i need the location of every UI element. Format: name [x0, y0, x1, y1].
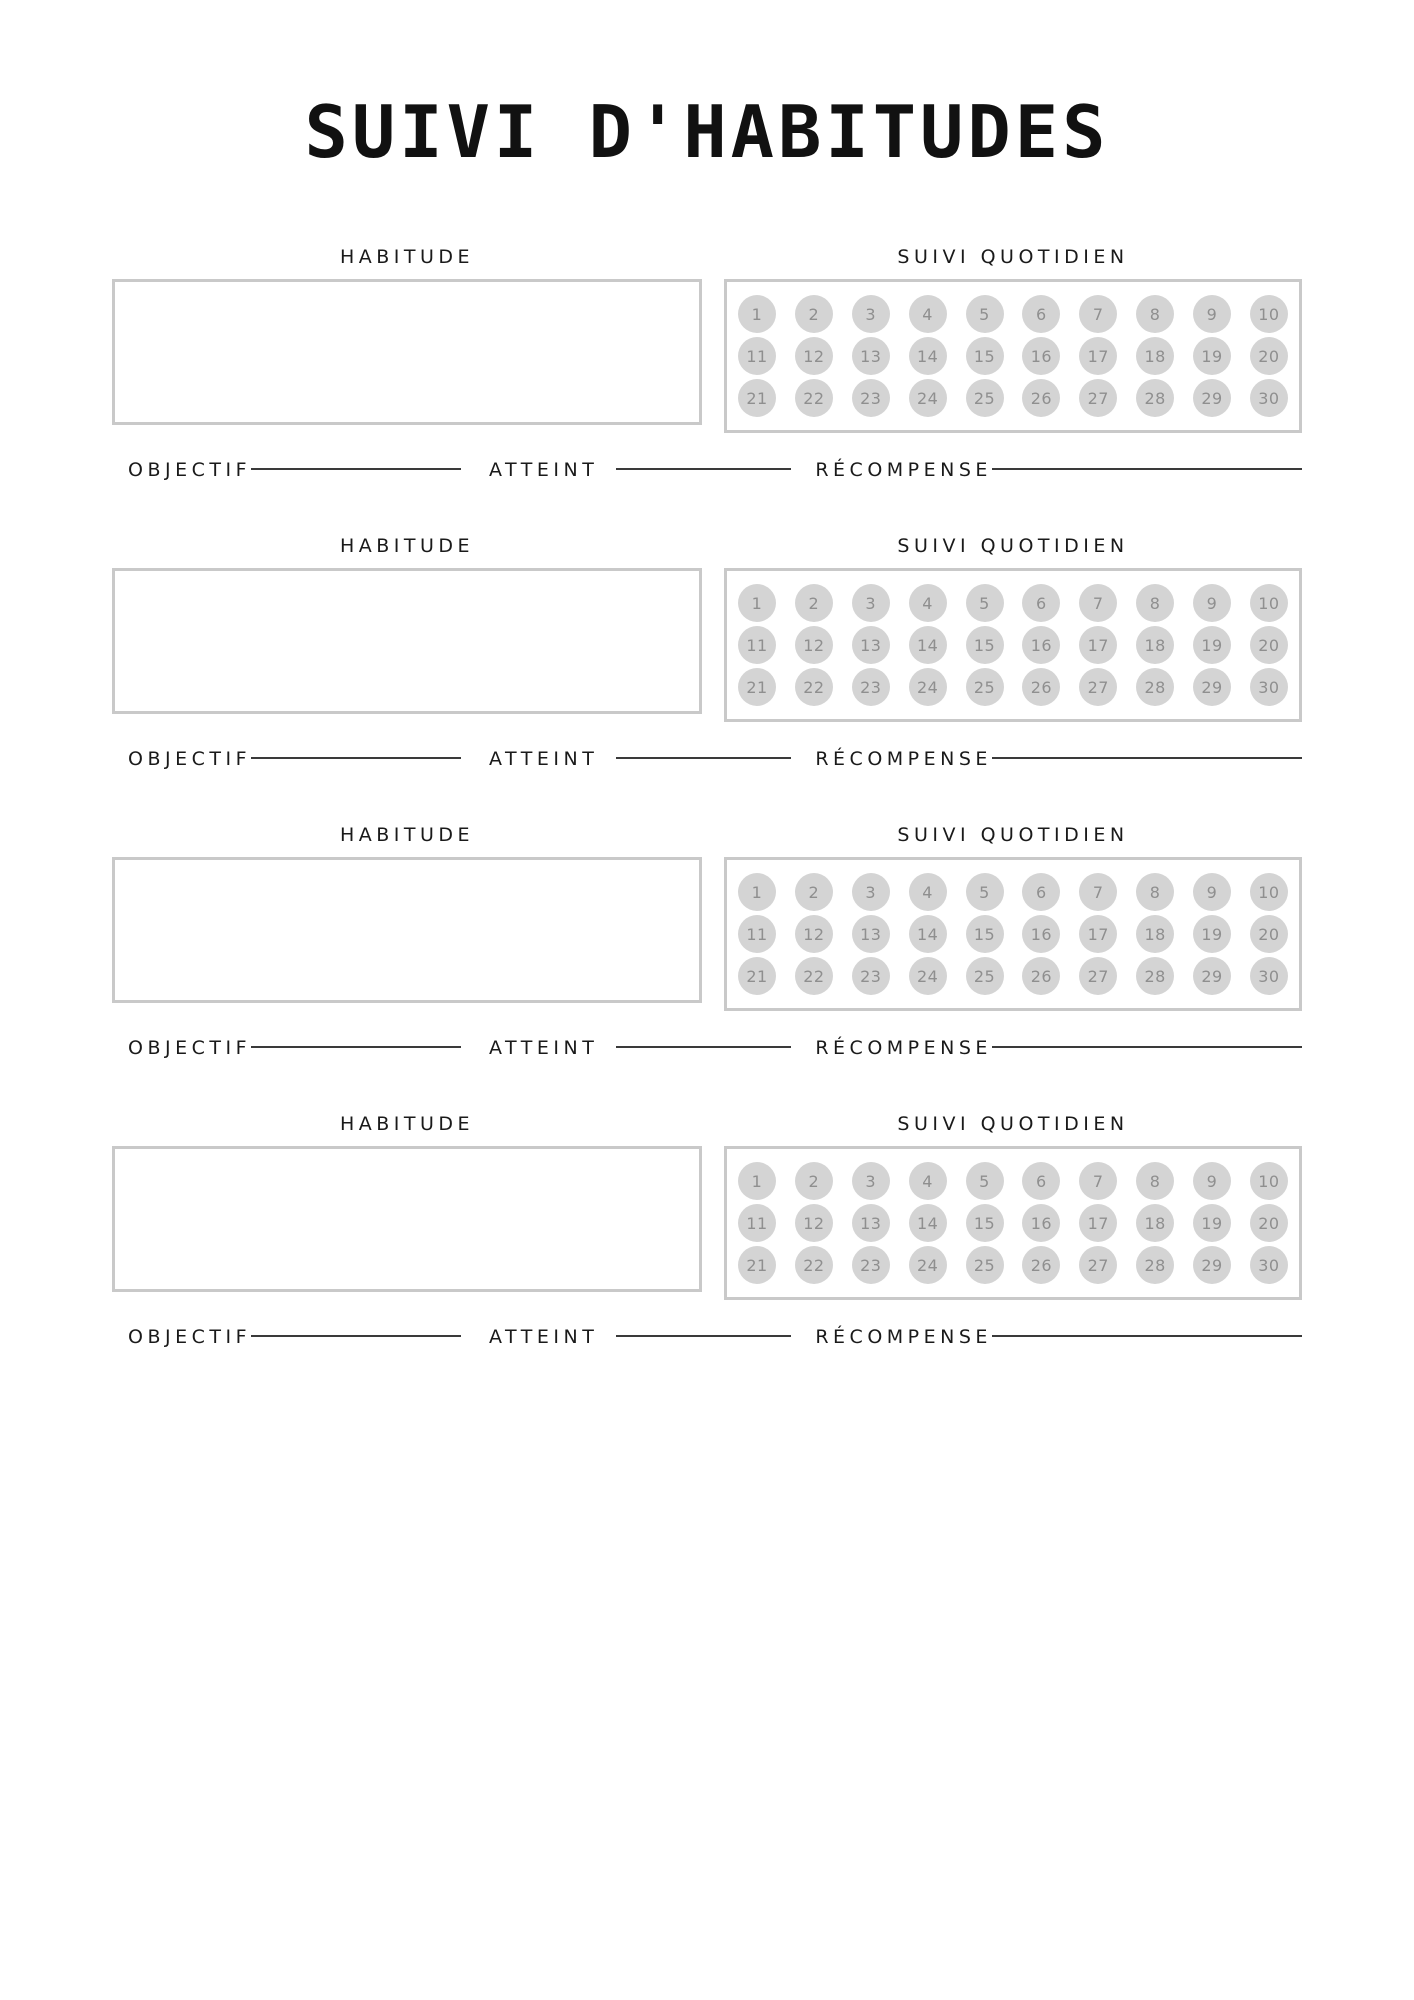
day-dot[interactable]: 18	[1136, 1204, 1174, 1242]
day-dot[interactable]: 24	[909, 957, 947, 995]
day-dot[interactable]: 21	[738, 1246, 776, 1284]
page-title: SUIVI D'HABITUDES	[304, 90, 1110, 174]
day-dot[interactable]: 12	[795, 1204, 833, 1242]
day-dot[interactable]: 13	[852, 337, 890, 375]
objectif-label: OBJECTIF	[128, 1326, 252, 1348]
day-dot[interactable]: 20	[1250, 626, 1288, 664]
day-dot[interactable]: 2	[795, 584, 833, 622]
day-dot[interactable]: 28	[1136, 668, 1174, 706]
block-footer	[112, 748, 1302, 770]
day-dot[interactable]: 23	[852, 957, 890, 995]
day-dot[interactable]: 21	[738, 379, 776, 417]
habit-header-cell	[112, 824, 702, 857]
daily-tracker-grid	[724, 568, 1302, 722]
habit-header-cell	[112, 246, 702, 279]
habit-block	[112, 246, 1302, 481]
daily-tracker-grid	[724, 857, 1302, 1011]
tracker-row	[738, 626, 1288, 664]
habit-input-box[interactable]	[112, 568, 702, 714]
atteint-field[interactable]	[616, 1334, 791, 1337]
habit-input-box[interactable]	[112, 857, 702, 1003]
day-dot[interactable]: 9	[1193, 295, 1231, 333]
day-dot[interactable]: 30	[1250, 379, 1288, 417]
day-dot[interactable]: 14	[909, 1204, 947, 1242]
day-dot[interactable]: 6	[1022, 584, 1060, 622]
day-dot[interactable]: 19	[1193, 626, 1231, 664]
tracker-header-label: SUIVI QUOTIDIEN	[897, 535, 1129, 557]
day-dot[interactable]: 10	[1250, 1162, 1288, 1200]
day-dot[interactable]: 18	[1136, 337, 1174, 375]
day-dot[interactable]: 20	[1250, 915, 1288, 953]
day-dot[interactable]: 30	[1250, 1246, 1288, 1284]
day-dot[interactable]: 1	[738, 295, 776, 333]
habit-header-label: HABITUDE	[339, 246, 475, 268]
recompense-label: RÉCOMPENSE	[815, 1326, 992, 1348]
day-dot[interactable]: 20	[1250, 1204, 1288, 1242]
day-dot[interactable]: 16	[1022, 915, 1060, 953]
day-dot[interactable]: 2	[795, 1162, 833, 1200]
day-dot[interactable]: 30	[1250, 957, 1288, 995]
tracker-header-cell	[724, 1113, 1302, 1146]
recompense-label: RÉCOMPENSE	[815, 748, 992, 770]
day-dot[interactable]: 29	[1193, 379, 1231, 417]
habit-header-label: HABITUDE	[339, 824, 475, 846]
block-headers	[112, 1113, 1302, 1146]
day-dot[interactable]: 21	[738, 668, 776, 706]
day-dot[interactable]: 7	[1079, 584, 1117, 622]
day-dot[interactable]: 16	[1022, 626, 1060, 664]
day-dot[interactable]: 7	[1079, 873, 1117, 911]
day-dot[interactable]: 24	[909, 379, 947, 417]
block-headers	[112, 246, 1302, 279]
day-dot[interactable]: 5	[966, 1162, 1004, 1200]
day-dot[interactable]: 23	[852, 379, 890, 417]
objectif-field[interactable]	[251, 756, 461, 759]
day-dot[interactable]: 13	[852, 626, 890, 664]
day-dot[interactable]: 26	[1022, 379, 1060, 417]
day-dot[interactable]: 26	[1022, 957, 1060, 995]
habit-block	[112, 824, 1302, 1059]
tracker-header-label: SUIVI QUOTIDIEN	[897, 824, 1129, 846]
tracker-header-cell	[724, 535, 1302, 568]
tracker-row	[738, 584, 1288, 622]
day-dot[interactable]: 1	[738, 1162, 776, 1200]
day-dot[interactable]: 26	[1022, 1246, 1060, 1284]
day-dot[interactable]: 17	[1079, 626, 1117, 664]
day-dot[interactable]: 1	[738, 873, 776, 911]
day-dot[interactable]: 18	[1136, 915, 1174, 953]
day-dot[interactable]: 28	[1136, 379, 1174, 417]
tracker-header-label: SUIVI QUOTIDIEN	[897, 246, 1129, 268]
habit-header-cell	[112, 535, 702, 568]
block-footer	[112, 1326, 1302, 1348]
tracker-row	[738, 668, 1288, 706]
day-dot[interactable]: 17	[1079, 1204, 1117, 1242]
body-spacer	[702, 857, 724, 1011]
day-dot[interactable]: 8	[1136, 295, 1174, 333]
day-dot[interactable]: 26	[1022, 668, 1060, 706]
day-dot[interactable]: 20	[1250, 337, 1288, 375]
day-dot[interactable]: 24	[909, 668, 947, 706]
tracker-row	[738, 1246, 1288, 1284]
habit-header-label: HABITUDE	[339, 535, 475, 557]
day-dot[interactable]: 29	[1193, 1246, 1231, 1284]
day-dot[interactable]: 16	[1022, 1204, 1060, 1242]
day-dot[interactable]: 23	[852, 1246, 890, 1284]
day-dot[interactable]: 28	[1136, 1246, 1174, 1284]
block-body	[112, 568, 1302, 722]
block-headers	[112, 824, 1302, 857]
day-dot[interactable]: 27	[1079, 1246, 1117, 1284]
day-dot[interactable]: 12	[795, 626, 833, 664]
tracker-row	[738, 915, 1288, 953]
habit-block	[112, 1113, 1302, 1348]
day-dot[interactable]: 22	[795, 379, 833, 417]
day-dot[interactable]: 12	[795, 337, 833, 375]
day-dot[interactable]: 19	[1193, 337, 1231, 375]
day-dot[interactable]: 3	[852, 295, 890, 333]
day-dot[interactable]: 7	[1079, 295, 1117, 333]
block-footer	[112, 459, 1302, 481]
atteint-label: ATTEINT	[489, 1326, 599, 1348]
day-dot[interactable]: 7	[1079, 1162, 1117, 1200]
atteint-label: ATTEINT	[489, 748, 599, 770]
day-dot[interactable]: 13	[852, 1204, 890, 1242]
day-dot[interactable]: 15	[966, 1204, 1004, 1242]
day-dot[interactable]: 29	[1193, 668, 1231, 706]
day-dot[interactable]: 17	[1079, 337, 1117, 375]
day-dot[interactable]: 4	[909, 873, 947, 911]
day-dot[interactable]: 1	[738, 584, 776, 622]
objectif-label: OBJECTIF	[128, 1037, 252, 1059]
day-dot[interactable]: 10	[1250, 873, 1288, 911]
day-dot[interactable]: 3	[852, 584, 890, 622]
block-footer	[112, 1037, 1302, 1059]
tracker-row	[738, 957, 1288, 995]
day-dot[interactable]: 14	[909, 915, 947, 953]
day-dot[interactable]: 16	[1022, 337, 1060, 375]
atteint-label: ATTEINT	[489, 459, 599, 481]
day-dot[interactable]: 18	[1136, 626, 1174, 664]
day-dot[interactable]: 5	[966, 295, 1004, 333]
day-dot[interactable]: 5	[966, 584, 1004, 622]
day-dot[interactable]: 11	[738, 337, 776, 375]
habit-input-box[interactable]	[112, 279, 702, 425]
block-body	[112, 1146, 1302, 1300]
day-dot[interactable]: 13	[852, 915, 890, 953]
habit-header-label: HABITUDE	[339, 1113, 475, 1135]
day-dot[interactable]: 29	[1193, 957, 1231, 995]
day-dot[interactable]: 4	[909, 584, 947, 622]
tracker-row	[738, 1162, 1288, 1200]
day-dot[interactable]: 23	[852, 668, 890, 706]
day-dot[interactable]: 3	[852, 1162, 890, 1200]
day-dot[interactable]: 10	[1250, 295, 1288, 333]
day-dot[interactable]: 8	[1136, 584, 1174, 622]
objectif-label: OBJECTIF	[128, 748, 252, 770]
day-dot[interactable]: 28	[1136, 957, 1174, 995]
day-dot[interactable]: 6	[1022, 873, 1060, 911]
block-body	[112, 857, 1302, 1011]
day-dot[interactable]: 15	[966, 626, 1004, 664]
atteint-field[interactable]	[616, 467, 791, 470]
day-dot[interactable]: 22	[795, 668, 833, 706]
day-dot[interactable]: 25	[966, 957, 1004, 995]
day-dot[interactable]: 25	[966, 379, 1004, 417]
tracker-row	[738, 873, 1288, 911]
day-dot[interactable]: 19	[1193, 915, 1231, 953]
atteint-label: ATTEINT	[489, 1037, 599, 1059]
day-dot[interactable]: 25	[966, 668, 1004, 706]
objectif-field[interactable]	[251, 467, 461, 470]
day-dot[interactable]: 22	[795, 957, 833, 995]
day-dot[interactable]: 2	[795, 295, 833, 333]
day-dot[interactable]: 11	[738, 626, 776, 664]
body-spacer	[702, 1146, 724, 1300]
tracker-row	[738, 379, 1288, 417]
day-dot[interactable]: 6	[1022, 295, 1060, 333]
recompense-field[interactable]	[992, 467, 1302, 470]
day-dot[interactable]: 14	[909, 337, 947, 375]
tracker-header-cell	[724, 824, 1302, 857]
day-dot[interactable]: 4	[909, 1162, 947, 1200]
day-dot[interactable]: 19	[1193, 1204, 1231, 1242]
day-dot[interactable]: 5	[966, 873, 1004, 911]
day-dot[interactable]: 11	[738, 915, 776, 953]
tracker-header-label: SUIVI QUOTIDIEN	[897, 1113, 1129, 1135]
recompense-field[interactable]	[992, 1045, 1302, 1048]
tracker-row	[738, 337, 1288, 375]
tracker-header-cell	[724, 246, 1302, 279]
habit-header-cell	[112, 1113, 702, 1146]
day-dot[interactable]: 12	[795, 915, 833, 953]
daily-tracker-grid	[724, 279, 1302, 433]
day-dot[interactable]: 8	[1136, 1162, 1174, 1200]
day-dot[interactable]: 22	[795, 1246, 833, 1284]
habit-blocks-container	[0, 246, 1414, 1348]
day-dot[interactable]: 27	[1079, 957, 1117, 995]
tracker-row	[738, 1204, 1288, 1242]
recompense-field[interactable]	[992, 1334, 1302, 1337]
recompense-field[interactable]	[992, 756, 1302, 759]
day-dot[interactable]: 15	[966, 915, 1004, 953]
objectif-field[interactable]	[251, 1334, 461, 1337]
recompense-label: RÉCOMPENSE	[815, 459, 992, 481]
day-dot[interactable]: 27	[1079, 379, 1117, 417]
day-dot[interactable]: 25	[966, 1246, 1004, 1284]
day-dot[interactable]: 30	[1250, 668, 1288, 706]
day-dot[interactable]: 10	[1250, 584, 1288, 622]
day-dot[interactable]: 2	[795, 873, 833, 911]
day-dot[interactable]: 9	[1193, 1162, 1231, 1200]
block-headers	[112, 535, 1302, 568]
block-body	[112, 279, 1302, 433]
habit-block	[112, 535, 1302, 770]
day-dot[interactable]: 17	[1079, 915, 1117, 953]
day-dot[interactable]: 9	[1193, 873, 1231, 911]
day-dot[interactable]: 21	[738, 957, 776, 995]
day-dot[interactable]: 11	[738, 1204, 776, 1242]
habit-input-box[interactable]	[112, 1146, 702, 1292]
body-spacer	[702, 279, 724, 433]
recompense-label: RÉCOMPENSE	[815, 1037, 992, 1059]
day-dot[interactable]: 6	[1022, 1162, 1060, 1200]
day-dot[interactable]: 24	[909, 1246, 947, 1284]
daily-tracker-grid	[724, 1146, 1302, 1300]
day-dot[interactable]: 8	[1136, 873, 1174, 911]
day-dot[interactable]: 15	[966, 337, 1004, 375]
day-dot[interactable]: 9	[1193, 584, 1231, 622]
day-dot[interactable]: 3	[852, 873, 890, 911]
day-dot[interactable]: 4	[909, 295, 947, 333]
objectif-label: OBJECTIF	[128, 459, 252, 481]
day-dot[interactable]: 27	[1079, 668, 1117, 706]
body-spacer	[702, 568, 724, 722]
objectif-field[interactable]	[251, 1045, 461, 1048]
day-dot[interactable]: 14	[909, 626, 947, 664]
tracker-row	[738, 295, 1288, 333]
atteint-field[interactable]	[616, 1045, 791, 1048]
atteint-field[interactable]	[616, 756, 791, 759]
